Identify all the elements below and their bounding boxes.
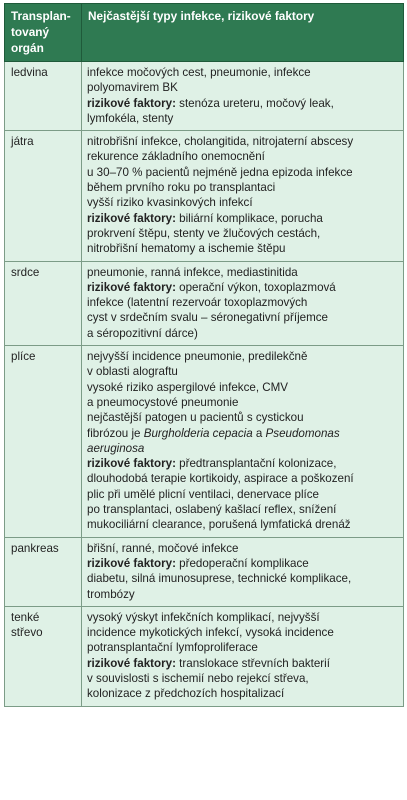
- risk-factors-text: předoperační komplikace: [175, 556, 309, 570]
- infection-cell: [82, 62, 404, 131]
- header-organ: [5, 4, 82, 62]
- pathogen-name: Burgholderia cepacia: [143, 426, 253, 440]
- text-fragment: a: [252, 426, 266, 440]
- infection-cell: [82, 131, 404, 261]
- risk-factors-text: operační výkon, toxoplazmová: [175, 280, 336, 294]
- infection-line: [87, 280, 399, 295]
- risk-factors-colon: :: [172, 656, 176, 670]
- table-row: [5, 606, 404, 706]
- infection-line: incidence mykotických infekcí, vysoká incidence: [87, 626, 334, 640]
- risk-factors-colon: :: [172, 211, 176, 225]
- infection-line: po transplantaci, oslabený kašlací reflex, snížení: [87, 503, 337, 517]
- infection-line: [87, 211, 399, 226]
- infection-line: a séropozitivní dárce): [87, 326, 198, 340]
- table-row: [5, 537, 404, 606]
- table-row: [5, 62, 404, 131]
- table-header-row: [5, 4, 404, 62]
- infection-line: mukociliární clearance, porušená lymfatická drenáž: [87, 518, 351, 532]
- risk-factors-label: rizikové faktory: [87, 556, 173, 570]
- infection-cell: [82, 346, 404, 538]
- infection-line: nejčastější patogen u pacientů s cystickou: [87, 411, 304, 425]
- infection-line: vysoké riziko aspergilové infekce, CMV: [87, 380, 289, 394]
- organ-cell: [5, 62, 82, 131]
- infection-cell: [82, 261, 404, 345]
- organ-name: srdce: [11, 265, 40, 279]
- header-organ-line: tovaný: [11, 25, 50, 39]
- organ-name: plíce: [11, 350, 36, 364]
- risk-factors-text: translokace střevních bakterií: [175, 656, 330, 670]
- risk-factors-label: rizikové faktory: [87, 280, 173, 294]
- risk-factors-text: předtransplantační kolonizace,: [175, 457, 337, 471]
- infection-cell: [82, 606, 404, 706]
- infection-line: rekurence základního onemocnění: [87, 150, 265, 164]
- infection-line: nejvyšší incidence pneumonie, predilekčně: [87, 350, 308, 364]
- infection-line: vyšší riziko kvasinkových infekcí: [87, 196, 253, 210]
- infection-line: u 30–70 % pacientů nejméně jedna epizoda infekce: [87, 165, 353, 179]
- pathogen-name: aeruginosa: [87, 441, 145, 455]
- infection-table-frame: [4, 3, 403, 796]
- infection-line: cyst v srdečním svalu – séronegativní příjemce: [87, 311, 328, 325]
- infection-line: infekce (latentní rezervoár toxoplazmových: [87, 296, 308, 310]
- organ-name: játra: [11, 135, 34, 149]
- organ-name: tenké: [11, 610, 40, 624]
- infection-line: dlouhodobá terapie kortikoidy, aspirace a poškození: [87, 472, 354, 486]
- infection-line: břišní, ranné, močové infekce: [87, 541, 239, 555]
- text-fragment: fibrózou je: [87, 426, 144, 440]
- risk-factors-colon: :: [172, 457, 176, 471]
- transplant-infection-table: [4, 3, 404, 707]
- risk-factors-text: stenóza ureteru, močový leak,: [175, 96, 334, 110]
- table-row: [5, 346, 404, 538]
- risk-factors-colon: :: [172, 280, 176, 294]
- infection-line: lymfokéla, stenty: [87, 111, 174, 125]
- risk-factors-colon: :: [172, 556, 176, 570]
- table-body: [5, 62, 404, 707]
- infection-line: během prvního roku po transplantaci: [87, 181, 276, 195]
- infection-line: trombózy: [87, 587, 135, 601]
- infection-line: v oblasti alograftu: [87, 365, 178, 379]
- header-organ-line: orgán: [11, 41, 44, 55]
- infection-line: [87, 456, 399, 471]
- infection-line: kolonizace z předchozích hospitalizací: [87, 687, 285, 701]
- infection-cell: [82, 537, 404, 606]
- infection-line: potransplantační lymfoproliferace: [87, 641, 258, 655]
- risk-factors-text: biliární komplikace, porucha: [175, 211, 323, 225]
- infection-line: a pneumocystové pneumonie: [87, 395, 239, 409]
- header-organ-line: Transplan-: [11, 9, 71, 23]
- infection-line: nitrobřišní infekce, cholangitida, nitrojaterní abscesy: [87, 135, 354, 149]
- infection-line: [87, 656, 399, 671]
- pathogen-name: Pseudomonas: [265, 426, 340, 440]
- risk-factors-label: rizikové faktory: [87, 96, 173, 110]
- infection-line: [87, 426, 399, 441]
- organ-cell: [5, 346, 82, 538]
- risk-factors-label: rizikové faktory: [87, 457, 173, 471]
- organ-cell: [5, 606, 82, 706]
- infection-line: prokrvení štěpu, stenty ve žlučových cestách,: [87, 226, 321, 240]
- infection-line: polyomavirem BK: [87, 81, 178, 95]
- risk-factors-label: rizikové faktory: [87, 656, 173, 670]
- infection-line: infekce močových cest, pneumonie, infekce: [87, 66, 311, 79]
- risk-factors-colon: :: [172, 96, 176, 110]
- infection-line: nitrobřišní hematomy a ischemie štěpu: [87, 242, 286, 256]
- organ-cell: [5, 131, 82, 261]
- infection-line: v souvislosti s ischemií nebo rejekcí střeva,: [87, 671, 309, 685]
- infection-line: pneumonie, ranná infekce, mediastinitida: [87, 265, 298, 279]
- risk-factors-label: rizikové faktory: [87, 211, 173, 225]
- organ-cell: [5, 261, 82, 345]
- table-row: [5, 131, 404, 261]
- organ-name: pankreas: [11, 541, 59, 555]
- infection-line: plic při umělé plicní ventilaci, denervace plíce: [87, 487, 319, 501]
- infection-line: [87, 441, 399, 456]
- infection-line: [87, 556, 399, 571]
- infection-line: diabetu, silná imunosuprese, technické komplikace,: [87, 572, 352, 586]
- header-infection-types: Nejčastější typy infekce, rizikové faktory: [82, 4, 404, 62]
- table-row: [5, 261, 404, 345]
- organ-name: ledvina: [11, 66, 48, 79]
- organ-name: střevo: [11, 626, 43, 640]
- infection-line: vysoký výskyt infekčních komplikací, nejvyšší: [87, 610, 320, 624]
- organ-cell: [5, 537, 82, 606]
- infection-line: [87, 96, 399, 111]
